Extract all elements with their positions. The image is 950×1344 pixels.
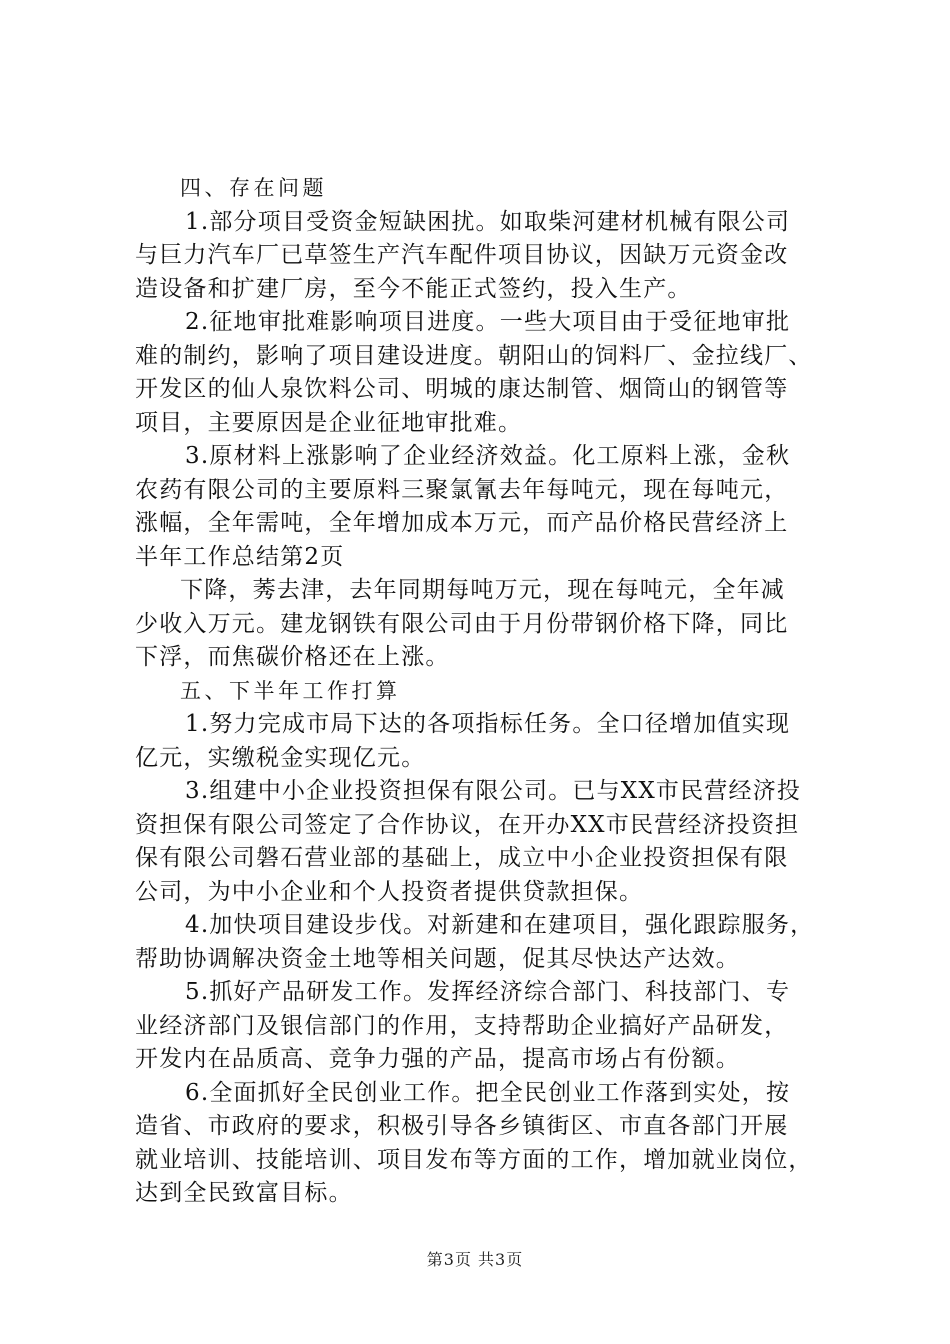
paragraph-line: 业经济部门及银信部门的作用，支持帮助企业搞好产品研发， — [135, 1012, 789, 1039]
paragraph-line: 项目，主要原因是企业征地审批难。 — [135, 409, 523, 436]
paragraph-line: 1.努力完成市局下达的各项指标任务。全口径增加值实现 — [185, 711, 791, 737]
paragraph-line: 农药有限公司的主要原料三聚氯氰去年每吨元，现在每吨元， — [135, 476, 789, 503]
paragraph-line: 下浮，而焦碳价格还在上涨。 — [135, 644, 450, 670]
paragraph-line: 5.抓好产品研发工作。发挥经济综合部门、科技部门、专 — [185, 979, 791, 1005]
paragraph-line: 开发内在品质高、竞争力强的产品，提高市场占有份额。 — [135, 1046, 740, 1072]
paragraph-line: 1.部分项目受资金短缺困扰。如取柴河建材机械有限公司 — [185, 208, 791, 235]
paragraph-line: 达到全民致富目标。 — [135, 1180, 353, 1206]
section-heading-plans: 五、下半年工作打算 — [180, 678, 401, 703]
paragraph-line: 3.组建中小企业投资担保有限公司。已与XX市民营经济投 — [185, 778, 802, 804]
paragraph-line: 亿元，实缴税金实现亿元。 — [135, 744, 426, 771]
paragraph-line: 就业培训、技能培训、项目发布等方面的工作，增加就业岗位， — [135, 1146, 813, 1173]
paragraph-line: 资担保有限公司签定了合作协议，在开办XX市民营经济投资担 — [135, 811, 800, 838]
page-number-footer: 第3页 共3页 — [426, 1250, 524, 1269]
paragraph-line: 涨幅，全年需吨，全年增加成本万元，而产品价格民营经济上 — [135, 510, 789, 536]
section-heading-problems: 四、存在问题 — [180, 176, 327, 200]
paragraph-line: 难的制约，影响了项目建设进度。朝阳山的饲料厂、金拉线厂、 — [135, 342, 813, 369]
paragraph-line: 3.原材料上涨影响了企业经济效益。化工原料上涨，金秋 — [185, 443, 791, 469]
paragraph-line: 公司，为中小企业和个人投资者提供贷款担保。 — [135, 878, 644, 905]
paragraph-line: 造设备和扩建厂房，至今不能正式签约，投入生产。 — [135, 275, 692, 302]
paragraph-line: 与巨力汽车厂已草签生产汽车配件项目协议，因缺万元资金改 — [135, 242, 789, 268]
document-body — [135, 172, 825, 1211]
paragraph-line: 2.征地审批难影响项目进度。一些大项目由于受征地审批 — [185, 309, 791, 335]
paragraph-line: 半年工作总结第2页 — [135, 543, 345, 570]
paragraph-line: 少收入万元。建龙钢铁有限公司由于月份带钢价格下降，同比 — [135, 610, 789, 637]
paragraph-line: 开发区的仙人泉饮料公司、明城的康达制管、烟筒山的钢管等 — [135, 376, 789, 402]
paragraph-line: 6.全面抓好全民创业工作。把全民创业工作落到实处，按 — [185, 1079, 791, 1106]
paragraph-line: 帮助协调解决资金土地等相关问题，促其尽快达产达效。 — [135, 945, 740, 972]
paragraph-line: 保有限公司磐石营业部的基础上，成立中小企业投资担保有限 — [135, 845, 789, 871]
paragraph-line: 造省、市政府的要求，积极引导各乡镇街区、市直各部门开展 — [135, 1113, 789, 1139]
paragraph-line: 4.加快项目建设步伐。对新建和在建项目，强化跟踪服务， — [185, 912, 815, 938]
paragraph-line: 下降，莠去津，去年同期每吨万元，现在每吨元，全年减 — [180, 577, 785, 603]
